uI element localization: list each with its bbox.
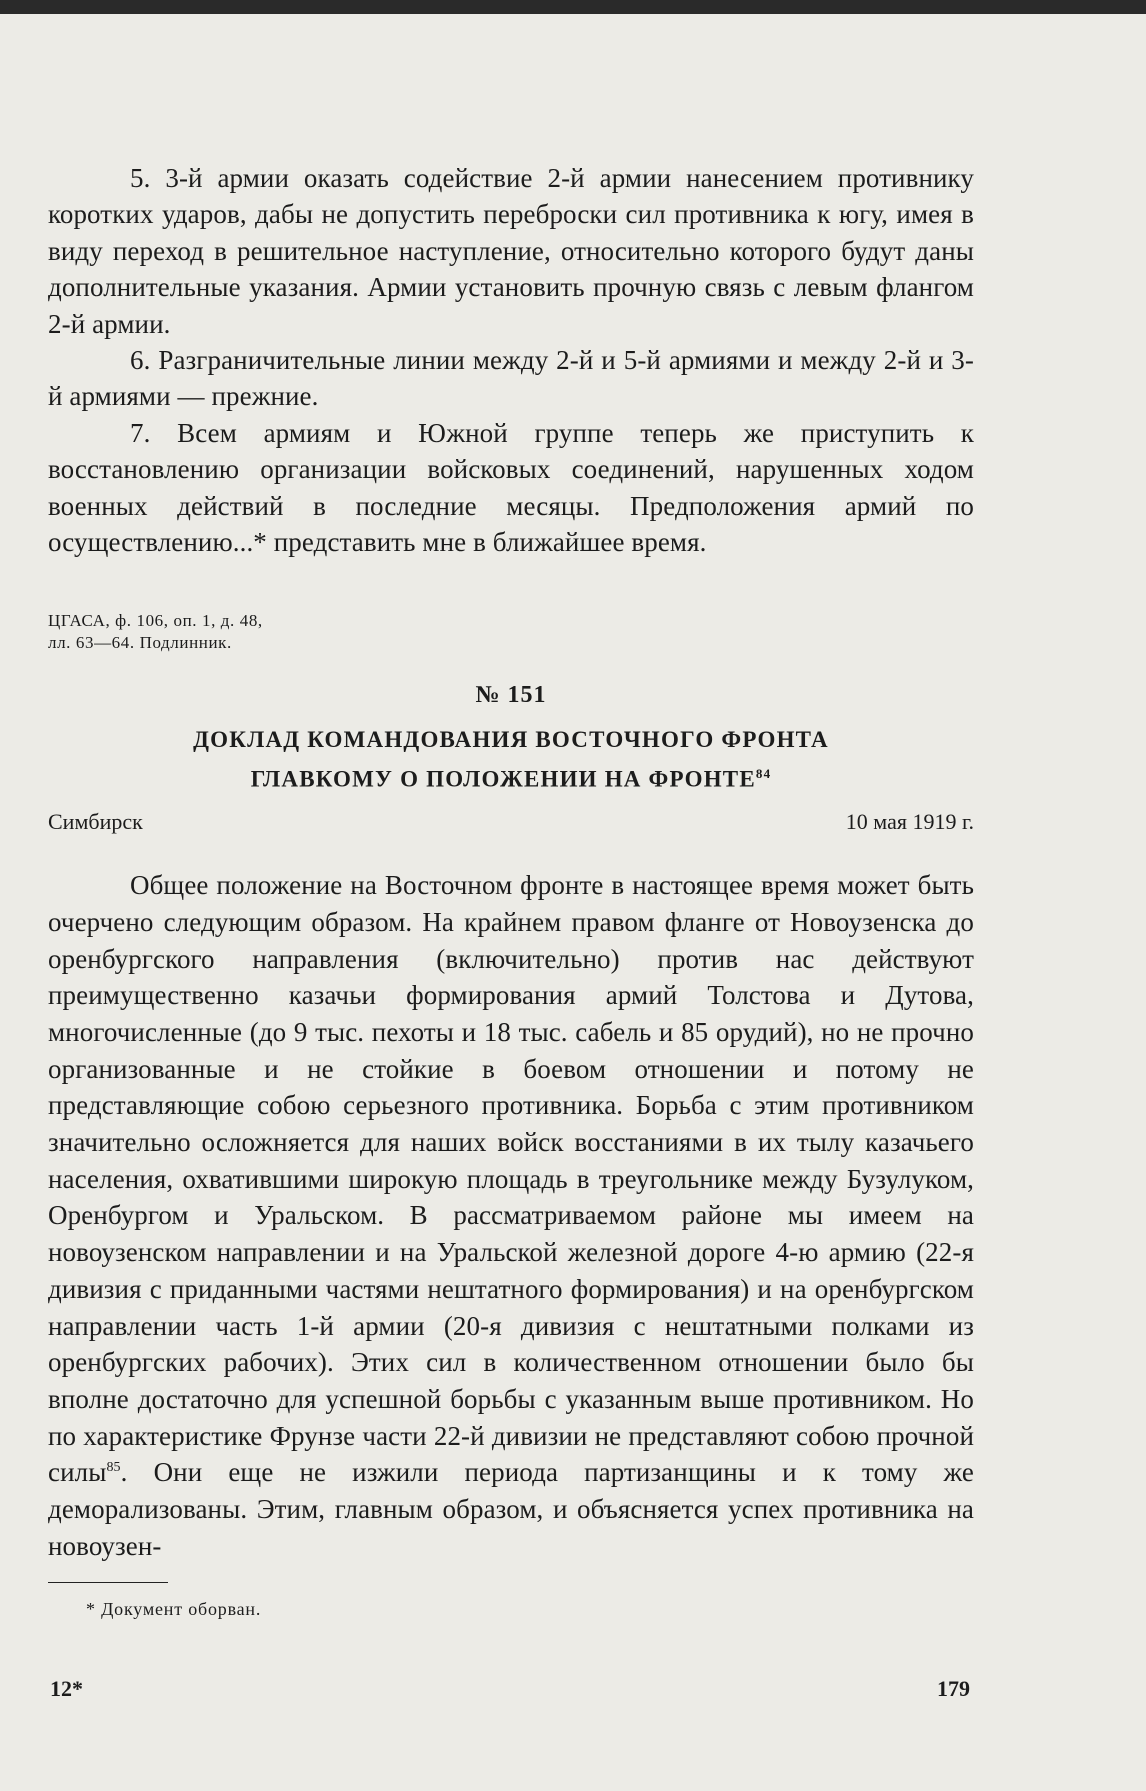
body-footnote-ref: 85 xyxy=(106,1460,121,1476)
paragraph-item-7: 7. Всем армиям и Южной группе теперь же приступить к восстановлению организации войсковых соединений, нарушенных ходом военных действий в последние месяцы. Предположения армий по осуществлению...* представить мне в ближайшее время. xyxy=(48,417,974,558)
place-date-line xyxy=(48,807,974,837)
title-footnote-ref: 84 xyxy=(755,766,772,782)
document-title-line-2 xyxy=(48,757,974,797)
document-date: 10 мая 1919 г. xyxy=(845,809,974,835)
footnote: * Документ оборван. xyxy=(86,1599,262,1620)
signature-mark: 12* xyxy=(50,1676,83,1701)
archive-source-line-1: ЦГАСА, ф. 106, оп. 1, д. 48, xyxy=(48,611,263,631)
document-number: № 151 xyxy=(475,682,547,709)
document-title-line-2-text: ГЛАВКОМУ О ПОЛОЖЕНИИ НА ФРОНТЕ xyxy=(250,767,756,793)
document-body xyxy=(48,867,974,1564)
document-title xyxy=(48,723,974,797)
page-footer xyxy=(50,1676,970,1702)
scan-top-edge xyxy=(0,0,1146,14)
document-page xyxy=(48,160,974,1620)
paragraph-item-6: 6. Разграничительные линии между 2-й и 5-й армиями и между 2-й и 3-й армиями — прежние. xyxy=(48,345,974,412)
archive-source-line-2: лл. 63—64. Подлинник. xyxy=(48,633,232,653)
body-text-part-2: . Они еще не изжили периода партизанщины и к тому же деморализованы. Этим, главным образом, и объясняется успех противника на новоузен- xyxy=(48,1457,974,1561)
document-title-line-1: ДОКЛАД КОМАНДОВАНИЯ ВОСТОЧНОГО ФРОНТА xyxy=(193,727,829,753)
document-place: Симбирск xyxy=(48,809,143,835)
page-number: 179 xyxy=(937,1676,970,1701)
body-paragraph xyxy=(48,867,974,1564)
footnote-divider xyxy=(48,1582,168,1583)
paragraph-item-5: 5. 3-й армии оказать содействие 2-й армии нанесением противнику коротких ударов, дабы не допустить переброски сил противника к югу, имея в виду переход в решительное наступление, относительно которого будут даны дополнительные указания. Армии установить прочную связь с левым флангом 2-й армии. xyxy=(48,163,974,339)
archive-source xyxy=(48,610,974,654)
body-text-part-1: Общее положение на Восточном фронте в настоящее время может быть очерчено следующим образом. На крайнем правом фланге от Новоузенска до оренбургского направления (включительно) против нас действуют преимущественно казачьи формирования армий Толстова и Дутова, многочисленные (до 9 тыс. пехоты и 18 тыс. сабель и 85 орудий), но не прочно организованные и не стойкие в боевом отношении и потому не представляющие собою серьезного противника. Борьба с этим противником значительно осложняется для наших войск восстаниями в их тылу казачьего населения, охватившими широкую площадь в треугольнике между Бузулуком, Оренбургом и Уральском. В рассматриваемом районе мы имеем на новоузенском направлении и на Уральской железной дороге 4-ю армию (22-я дивизия с приданными частями нештатного формирования) и на оренбургском направлении часть 1-й армии (20-я дивизия с нештатными полками из оренбургских рабочих). Этих сил в количественном отношении было бы вполне достаточно для успешной борьбы с указанным выше противником. Но по характеристике Фрунзе части 22-й дивизии не представляют собою прочной силы xyxy=(48,870,974,1488)
